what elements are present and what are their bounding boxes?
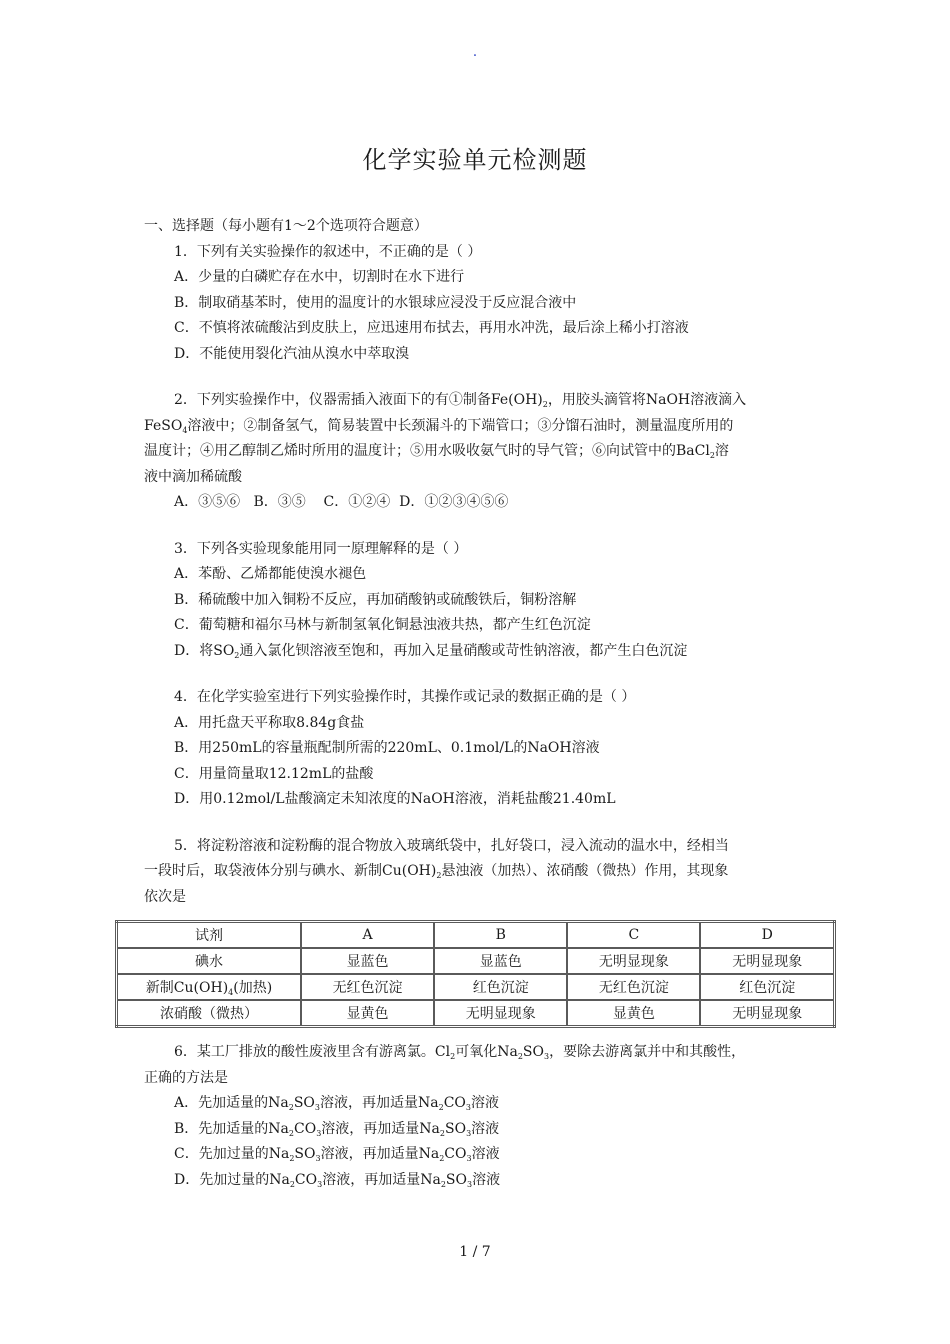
- q4-stem: 4．在化学实验室进行下列实验操作时，其操作或记录的数据正确的是（ ）: [174, 689, 636, 705]
- q2-stem-line3: 温度计；④用乙醇制乙烯时所用的温度计；⑤用水吸收氨气时的导气管；⑥向试管中的BaCl$_2$溶: [144, 443, 729, 460]
- table-cell: 无明显现象: [434, 1000, 567, 1027]
- q3-option-a: A．苯酚、乙烯都能使溴水褪色: [174, 566, 367, 582]
- table-cell: 显蓝色: [301, 948, 434, 974]
- table-cell: B: [434, 922, 567, 949]
- q3-option-b: B．稀硫酸中加入铜粉不反应，再加硝酸钠或硫酸铁后，铜粉溶解: [174, 591, 577, 608]
- table-cell: 无红色沉淀: [567, 974, 700, 1000]
- table-cell: 显蓝色: [434, 948, 567, 974]
- page-number: 1 / 7: [459, 1244, 491, 1260]
- table-cell: 浓硝酸（微热）: [117, 1000, 302, 1027]
- q3-stem: 3．下列各实验现象能用同一原理解释的是（ ）: [174, 540, 468, 557]
- table-cell: 显黄色: [301, 1000, 434, 1027]
- q4-option-d: D．用0.12mol/L盐酸滴定未知浓度的NaOH溶液，消耗盐酸21.40mL: [174, 791, 616, 807]
- q2-options: A．③⑤⑥ B．③⑤ C．①②④ D．①②③④⑤⑥: [174, 494, 509, 510]
- q6-option-b: B．先加适量的$Na_2CO_3$溶液，再加适量$Na_2SO_3$溶液: [174, 1120, 500, 1138]
- q5-stem-line2: 一段时后，取袋液体分别与碘水、新制$Cu(OH)_2$悬浊液（加热）、浓硝酸（微热）作用，其现象: [144, 863, 729, 880]
- q2-stem-line2: FeSO$_4$溶液中；②制备氢气，简易装置中长颈漏斗的下端管口；③分馏石油时，测量温度所用的: [144, 417, 734, 435]
- q6-stem-line2: 正确的方法是: [144, 1069, 228, 1086]
- q3-option-c: C．葡萄糖和福尔马林与新制氢氧化铜悬浊液共热，都产生红色沉淀: [174, 617, 591, 633]
- q3-option-d: D．将$SO_2$通入氯化钡溶液至饱和，再加入足量硝酸或苛性钠溶液，都产生白色沉淀: [174, 642, 688, 660]
- header-mark: .: [472, 44, 478, 60]
- table-row: [117, 974, 835, 1000]
- q1-option-b: B．制取硝基苯时，使用的温度计的水银球应浸没于反应混合液中: [174, 294, 577, 311]
- table-cell: D: [700, 922, 834, 949]
- table-cell: 无明显现象: [567, 948, 700, 974]
- q1-option-d: D．不能使用裂化汽油从溴水中萃取溴: [174, 345, 410, 362]
- q5-stem-line1: 5．将淀粉溶液和淀粉酶的混合物放入玻璃纸袋中，扎好袋口，浸入流动的温水中，经相当: [174, 837, 729, 854]
- table-cell: 试剂: [117, 922, 302, 949]
- table-row: [117, 948, 835, 974]
- q1-stem: 1．下列有关实验操作的叙述中，不正确的是（ ）: [174, 243, 482, 260]
- q6-option-a: A．先加适量的$Na_2SO_3$溶液，再加适量$Na_2CO_3$溶液: [174, 1095, 499, 1112]
- table-header-row: [117, 922, 835, 949]
- document-body: [144, 214, 808, 1193]
- q6-stem-line1: 6．某工厂排放的酸性废液里含有游离氯。$Cl_2$可氧化$Na_2SO_3$，要除去游离氯并中和其酸性，: [174, 1044, 746, 1061]
- table-cell: 红色沉淀: [700, 974, 834, 1000]
- q2-stem-line4: 液中滴加稀硫酸: [144, 468, 242, 485]
- table-cell: 新制$Cu(OH)_4$(加热): [117, 974, 302, 1000]
- q1-option-a: A．少量的白磷贮存在水中，切割时在水下进行: [174, 269, 465, 285]
- q5-stem-line3: 依次是: [144, 888, 186, 905]
- q1-option-c: C．不慎将浓硫酸沾到皮肤上，应迅速用布拭去，再用水冲洗，最后涂上稀小打溶液: [174, 320, 689, 336]
- q2-stem-line1: 2．下列实验操作中，仪器需插入液面下的有①制备$Fe(OH)_2$，用胶头滴管将NaOH溶液滴入: [174, 392, 747, 409]
- page-title: 化学实验单元检测题: [362, 146, 588, 174]
- q4-option-b: B．用250mL的容量瓶配制所需的220mL、0.1mol/L的NaOH溶液: [174, 740, 600, 756]
- table-cell: 无明显现象: [700, 948, 834, 974]
- section-heading: 一、选择题（每小题有1～2个选项符合题意）: [144, 218, 428, 234]
- q4-option-c: C．用量筒量取12.12mL的盐酸: [174, 765, 374, 782]
- q6-option-d: D．先加过量的$Na_2CO_3$溶液，再加适量$Na_2SO_3$溶液: [174, 1171, 501, 1189]
- table-cell: A: [301, 922, 434, 949]
- q5-options-table: [115, 920, 836, 1028]
- table-cell: 无红色沉淀: [301, 974, 434, 1000]
- table-cell: 红色沉淀: [434, 974, 567, 1000]
- table-cell: 碘水: [117, 948, 302, 974]
- table-cell: 无明显现象: [700, 1000, 834, 1027]
- q4-option-a: A．用托盘天平称取8.84g食盐: [174, 714, 365, 731]
- q6-option-c: C．先加过量的$Na_2SO_3$溶液，再加适量$Na_2CO_3$溶液: [174, 1146, 500, 1163]
- table-row: [117, 1000, 835, 1027]
- table-cell: C: [567, 922, 700, 949]
- table-cell: 显黄色: [567, 1000, 700, 1027]
